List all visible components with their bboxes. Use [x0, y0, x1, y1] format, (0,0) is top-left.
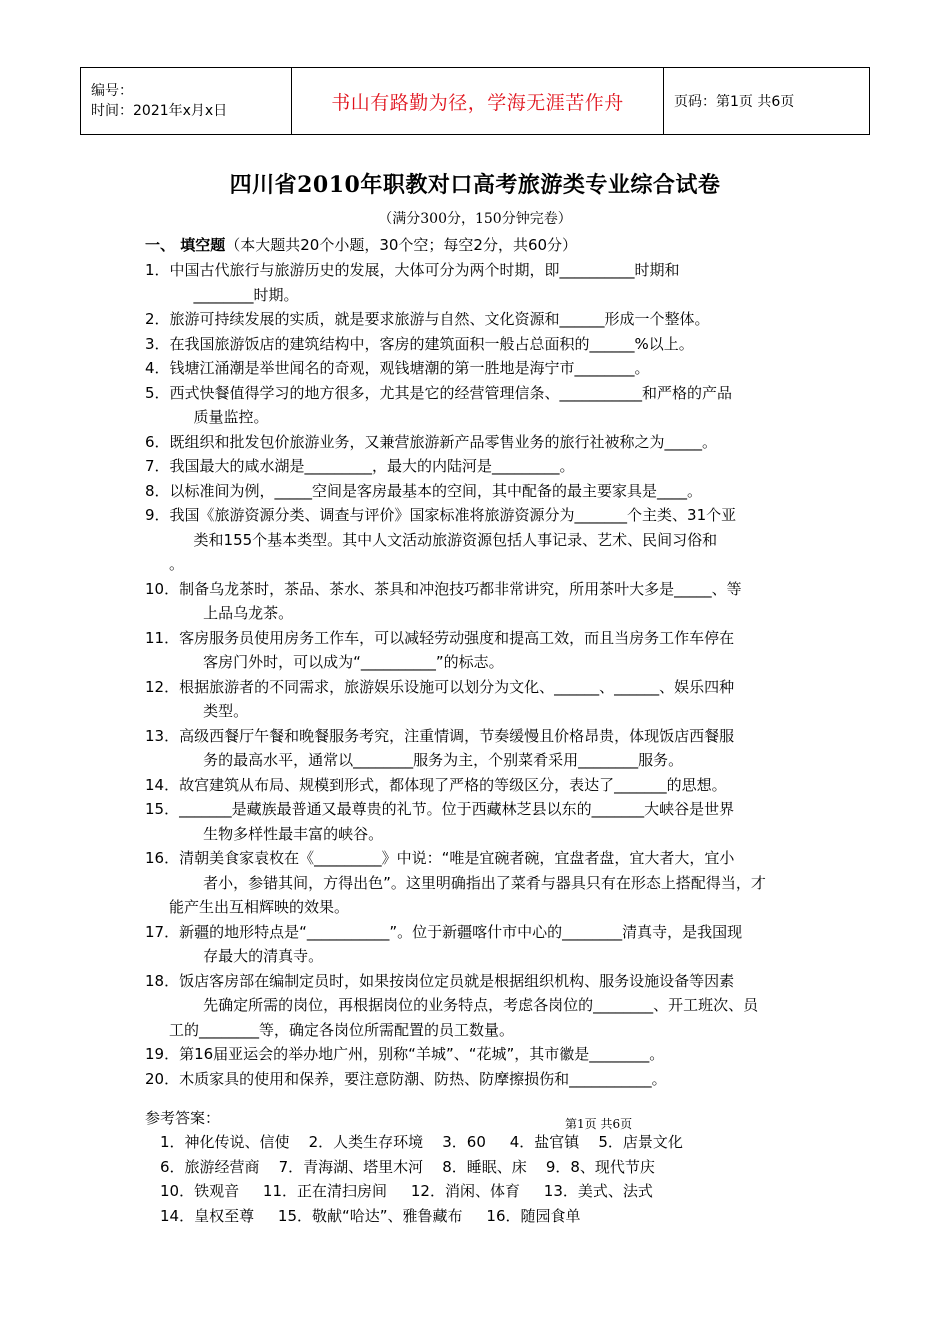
question-number: 6．: [145, 432, 170, 451]
question-continuation: 客房门外时，可以成为“__________”的标志。: [203, 653, 504, 671]
question-item: [145, 479, 810, 504]
question-number: 17．: [145, 922, 180, 941]
question-number: 3．: [145, 334, 170, 353]
question-line: 制备乌龙茶时，茶品、茶水、茶具和冲泡技巧都非常讲究，所用茶叶大多是_____、等: [179, 579, 742, 598]
question-number: 2．: [145, 310, 170, 328]
question-item: [145, 846, 810, 895]
question-line: 。: [169, 555, 185, 573]
question-text: [170, 430, 810, 455]
section-note: （本大题共20个小题，30个空；每空2分，共60分）: [225, 236, 578, 254]
question-line: 饭店客房部在编制定员时，如果按岗位定员就是根据组织机构、服务设施设备等因素: [179, 971, 735, 990]
question-number: 11．: [145, 628, 180, 647]
question-text: [170, 307, 810, 332]
question-text: [179, 846, 810, 895]
question-line: 高级西餐厅午餐和晚餐服务考究，注重情调，节奏缓慢且价格昂贵，体现饭店西餐服: [179, 726, 735, 745]
document-title: 四川省2010年职教对口高考旅游类专业综合试卷: [229, 172, 721, 198]
question-continuation: ________时期。: [193, 285, 299, 304]
question-text: [170, 454, 810, 479]
question-number: 8．: [145, 481, 170, 500]
question-line: 故宫建筑从布局、规模到形式，都体现了严格的等级区分，表达了_______的思想。: [179, 775, 727, 794]
question-text: [179, 577, 810, 626]
question-number: 18．: [145, 971, 180, 990]
question-text: [170, 332, 810, 357]
question-continuation: 类型。: [203, 702, 249, 720]
question-item: [145, 381, 810, 430]
question-item: [145, 969, 810, 1018]
question-line: 在我国旅游饭店的建筑结构中，客房的建筑面积一般占总面积的______%以上。: [169, 334, 694, 353]
question-line: 根据旅游者的不同需求，旅游娱乐设施可以划分为文化、______、______、娱乐四种: [179, 677, 735, 696]
question-item: [145, 626, 810, 675]
question-item: [145, 332, 810, 357]
question-number: 14．: [145, 775, 180, 794]
answers-label: 参考答案：: [145, 1109, 221, 1127]
question-text: [179, 626, 810, 675]
question-number: 19．: [145, 1045, 180, 1063]
question-text: [170, 479, 810, 504]
question-item: [145, 1018, 810, 1043]
question-text: [170, 503, 810, 552]
question-text: [179, 1067, 810, 1092]
question-item: [145, 675, 810, 724]
header-left-cell: [81, 68, 292, 135]
question-item: [145, 920, 810, 969]
question-number: 9．: [145, 506, 170, 524]
section-heading: [145, 234, 577, 255]
question-text: [145, 1018, 810, 1043]
question-number: 13．: [145, 726, 180, 745]
question-line: 新疆的地形特点是“___________”。位于新疆喀什市中心的________清真寺，是我国现: [179, 922, 743, 941]
header-table: [80, 67, 870, 135]
page-code: 页码：第1页 共6页: [664, 68, 870, 135]
answer-line: 1．神化传说、信使 2．人类生存环境 3．60 4．盐官镇 5．店景文化: [160, 1133, 683, 1151]
question-continuation: 类和155个基本类型。其中人文活动旅游资源包括人事记录、艺术、民间习俗和: [193, 530, 718, 549]
time-label: 时间：2021年x月x日: [91, 103, 228, 119]
question-text: [145, 895, 810, 920]
answer-line: 14．皇权至尊 15．敬献“哈达”、雅鲁藏布 16．随园食单: [160, 1206, 581, 1225]
question-line: 钱塘江涌潮是举世闻名的奇观，观钱塘潮的第一胜地是海宁市________。: [169, 359, 650, 377]
question-item: [145, 356, 810, 381]
question-continuation: 者小，参错其间，方得出色”。这里明确指出了菜肴与器具只有在形态上搭配得当，才: [203, 873, 766, 892]
question-continuation: 质量监控。: [193, 408, 269, 426]
question-line: 第16届亚运会的举办地广州，别称“羊城”、“花城”，其市徽是________。: [179, 1045, 665, 1063]
question-text: [179, 724, 810, 773]
question-item: [145, 1067, 810, 1092]
question-text: [179, 920, 810, 969]
question-line: 西式快餐值得学习的地方很多，尤其是它的经营管理信条、___________和严格的产品: [169, 383, 733, 402]
section-title: 一、 填空题: [145, 236, 226, 254]
question-line: 既组织和批发包价旅游业务，又兼营旅游新产品零售业务的旅行社被称之为_____。: [169, 432, 718, 451]
answer-line: 10．铁观音 11．正在清扫房间 12．消闲、体育 13．美式、法式: [160, 1182, 653, 1200]
number-label: 编号：: [91, 83, 133, 99]
question-continuation: 存最大的清真寺。: [203, 947, 324, 965]
question-line: 客房服务员使用房务工作车，可以减轻劳动强度和提高工效，而且当房务工作车停在: [179, 628, 735, 647]
question-line: 我国《旅游资源分类、调查与评价》国家标准将旅游资源分为_______个主类、31个亚: [169, 506, 737, 524]
question-item: [145, 1042, 810, 1067]
question-item: [145, 773, 810, 798]
question-text: [170, 258, 810, 307]
question-continuation: 上品乌龙茶。: [203, 604, 294, 622]
motto: 书山有路勤为径，学海无涯苦作舟: [292, 68, 664, 135]
answer-list: [160, 1130, 683, 1228]
question-number: 7．: [145, 457, 170, 475]
question-number: 16．: [145, 849, 180, 867]
question-text: [179, 1042, 810, 1067]
question-line: 清朝美食家袁枚在《_________》中说：“唯是宜碗者碗，宜盘者盘，宜大者大，宜小: [179, 849, 735, 867]
question-continuation: 工的________等，确定各岗位所需配置的员工数量。: [169, 1020, 515, 1039]
question-item: [145, 724, 810, 773]
question-list: [145, 258, 810, 1091]
question-item: [145, 797, 810, 846]
question-item: [145, 895, 810, 920]
question-continuation: 生物多样性最丰富的峡谷。: [203, 824, 384, 843]
question-item: [145, 503, 810, 552]
question-line: 我国最大的咸水湖是_________，最大的内陆河是_________。: [169, 457, 575, 475]
question-item: [145, 552, 810, 577]
question-line: 木质家具的使用和保养，要注意防潮、防热、防摩擦损伤和___________。: [179, 1069, 667, 1088]
question-number: 12．: [145, 677, 180, 696]
question-continuation: 先确定所需的岗位，再根据岗位的业务特点，考虑各岗位的________、开工班次、员: [203, 996, 759, 1014]
question-number: 1．: [145, 261, 170, 279]
question-text: [179, 797, 810, 846]
question-text: [170, 381, 810, 430]
question-continuation: 能产生出互相辉映的效果。: [169, 898, 350, 916]
question-item: [145, 258, 810, 307]
document-subtitle: （满分300分，150分钟完卷）: [378, 211, 572, 227]
question-text: [179, 675, 810, 724]
question-item: [145, 454, 810, 479]
question-text: [170, 356, 810, 381]
question-number: 20．: [145, 1069, 180, 1088]
question-line: 以标准间为例，_____空间是客房最基本的空间，其中配备的最主要家具是____。: [169, 481, 703, 500]
question-item: [145, 577, 810, 626]
question-number: 15．: [145, 800, 180, 818]
question-line: 中国古代旅行与旅游历史的发展，大体可分为两个时期，即__________时期和: [169, 261, 680, 279]
question-text: [179, 969, 810, 1018]
question-number: 10．: [145, 579, 180, 598]
answer-line: 6．旅游经营商 7．青海湖、塔里木河 8．睡眠、床 9．8、现代节庆: [160, 1157, 655, 1176]
question-line: 旅游可持续发展的实质，就是要求旅游与自然、文化资源和______形成一个整体。: [169, 310, 710, 328]
question-number: 5．: [145, 383, 170, 402]
question-number: 4．: [145, 359, 170, 377]
question-text: [179, 773, 810, 798]
page-footer: 第1页 共6页: [565, 1117, 633, 1131]
question-line: _______是藏族最普通又最尊贵的礼节。位于西藏林芝县以东的_______大峡谷是世界: [179, 800, 735, 818]
question-text: [145, 552, 810, 577]
question-item: [145, 430, 810, 455]
question-item: [145, 307, 810, 332]
question-continuation: 务的最高水平，通常以________服务为主，个别菜肴采用________服务。: [203, 751, 684, 769]
